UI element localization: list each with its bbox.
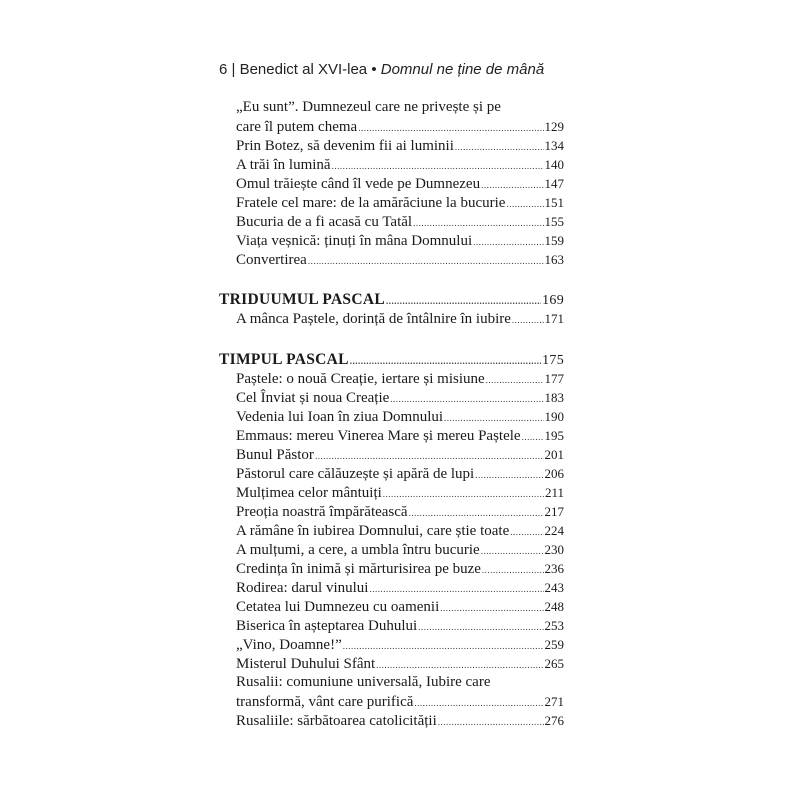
toc-entry: [219, 98, 564, 136]
toc-entry: [219, 483, 564, 502]
toc-entry-title: Cetatea lui Dumnezeu cu oamenii: [236, 599, 440, 615]
toc-entry-title: Viața veșnică: ținuți în mâna Domnului: [236, 233, 473, 249]
toc-entry-page: 265: [544, 656, 564, 671]
toc-entry: [219, 711, 564, 730]
toc-entry: [219, 445, 564, 464]
page-number: 6: [219, 61, 228, 78]
toc-section-triduum: [219, 290, 564, 309]
toc-entry-page: 195: [544, 428, 564, 443]
toc-entry-title: Prin Botez, să devenim fii ai luminii: [236, 138, 454, 154]
toc-entry-page: 211: [544, 485, 564, 500]
toc-entry-title: Convertirea: [236, 252, 307, 268]
toc-entry-title: Cel Înviat și noua Creație: [236, 390, 390, 406]
toc-entry-page: 217: [544, 504, 564, 519]
toc-entry: [219, 559, 564, 578]
toc-entry-page: 171: [544, 311, 564, 326]
toc-entry: [219, 521, 564, 540]
toc-entry-page: 155: [544, 214, 564, 229]
toc-entry: [219, 155, 564, 174]
toc-entry-title: A mulțumi, a cere, a umbla întru bucurie: [236, 542, 480, 558]
toc-entry-title: Paștele: o nouă Creație, iertare și misiune: [236, 371, 485, 387]
toc-entry-title: Preoția noastră împărătească: [236, 504, 408, 520]
leader-dots: [308, 252, 544, 271]
toc-entry-page: 271: [544, 694, 564, 709]
toc-entry-page: 163: [544, 252, 564, 267]
toc-entry-title-line1: Rusalii: comuniune universală, Iubire care: [236, 674, 491, 690]
toc-entry-title: Rodirea: darul vinului: [236, 580, 369, 596]
toc-entry-title: A trăi în lumină: [236, 157, 331, 173]
section-page: 169: [542, 293, 564, 308]
toc-entry: [219, 193, 564, 212]
toc-entry-page: 129: [544, 119, 564, 134]
toc-entry: [219, 635, 564, 654]
toc-entry-title: Biserica în așteptarea Duhului: [236, 618, 418, 634]
header-separator: |: [227, 61, 240, 78]
toc-entry-page: 248: [544, 599, 564, 614]
toc-entry: [219, 174, 564, 193]
toc-entry: [219, 502, 564, 521]
toc-entry: [219, 464, 564, 483]
toc-entry-page: 159: [544, 233, 564, 248]
toc-entry-page: 190: [544, 409, 564, 424]
section-title: TIMPUL PASCAL: [219, 351, 349, 368]
toc-entry-title: Omul trăiește când îl vede pe Dumnezeu: [236, 176, 481, 192]
toc-entry: [219, 540, 564, 559]
section-title: TRIDUUMUL PASCAL: [219, 291, 385, 308]
toc-entry-page: 230: [544, 542, 564, 557]
toc-entry-page: 140: [544, 157, 564, 172]
toc-entry-title: transformă, vânt care purifică: [236, 694, 414, 710]
toc-entry-title: A mânca Paștele, dorință de întâlnire în iubire: [236, 311, 511, 327]
header-bullet: •: [367, 61, 381, 78]
running-header: [219, 61, 599, 78]
toc-entry: [219, 369, 564, 388]
toc-entry-page: 243: [544, 580, 564, 595]
toc-entry: [219, 212, 564, 231]
toc-entry: [219, 426, 564, 445]
toc-entry-title: Vedenia lui Ioan în ziua Domnului: [236, 409, 444, 425]
toc-entry-page: 177: [544, 371, 564, 386]
toc-entry: [219, 578, 564, 597]
toc-entry: [219, 654, 564, 673]
toc-entry-title: care îl putem chema: [236, 119, 358, 135]
toc-entry: [219, 309, 564, 328]
toc-section-easter: [219, 350, 564, 369]
toc-entry-title: Emmaus: mereu Vinerea Mare și mereu Paștele: [236, 428, 521, 444]
author-name: Benedict al XVI-lea: [239, 61, 368, 78]
toc-entry-title-line1: „Eu sunt”. Dumnezeul care ne privește și pe: [236, 99, 501, 115]
toc-entry-title: Bunul Păstor: [236, 447, 314, 463]
toc-entry-title: Păstorul care călăuzește și apără de lupi: [236, 466, 475, 482]
toc-entry: [219, 231, 564, 250]
toc-entry-page: 224: [544, 523, 564, 538]
table-of-contents: [219, 98, 564, 730]
toc-entry-page: 183: [544, 390, 564, 405]
toc-entry-page: 259: [544, 637, 564, 652]
toc-entry: [219, 673, 564, 711]
toc-entry: [219, 250, 564, 269]
toc-entry-page: 147: [544, 176, 564, 191]
toc-entry-title: „Vino, Doamne!”: [236, 637, 342, 653]
toc-entry-title: A rămâne în iubirea Domnului, care știe toate: [236, 523, 510, 539]
toc-entry-page: 134: [544, 138, 564, 153]
toc-entry: [219, 388, 564, 407]
section-page: 175: [542, 353, 564, 368]
toc-entry-page: 206: [544, 466, 564, 481]
book-title: Domnul ne ține de mână: [380, 61, 545, 78]
toc-entry: [219, 597, 564, 616]
toc-entry-title: Bucuria de a fi acasă cu Tatăl: [236, 214, 413, 230]
toc-entry: [219, 136, 564, 155]
toc-entry-page: 236: [544, 561, 564, 576]
toc-entry-page: 151: [544, 195, 564, 210]
toc-entry-page: 276: [544, 713, 564, 728]
toc-entry-page: 253: [544, 618, 564, 633]
toc-entry-page: 201: [544, 447, 564, 462]
leader-dots: [512, 311, 544, 330]
toc-entry-title: Mulțimea celor mântuiți: [236, 485, 382, 501]
toc-entry-title: Rusaliile: sărbătoarea catolicității: [236, 713, 437, 729]
toc-entry-title: Credința în inimă și mărturisirea pe buze: [236, 561, 481, 577]
leader-dots: [438, 713, 544, 732]
toc-entry: [219, 407, 564, 426]
toc-entry-title: Fratele cel mare: de la amărăciune la bucurie: [236, 195, 506, 211]
toc-entry-title: Misterul Duhului Sfânt: [236, 656, 376, 672]
toc-entry: [219, 616, 564, 635]
